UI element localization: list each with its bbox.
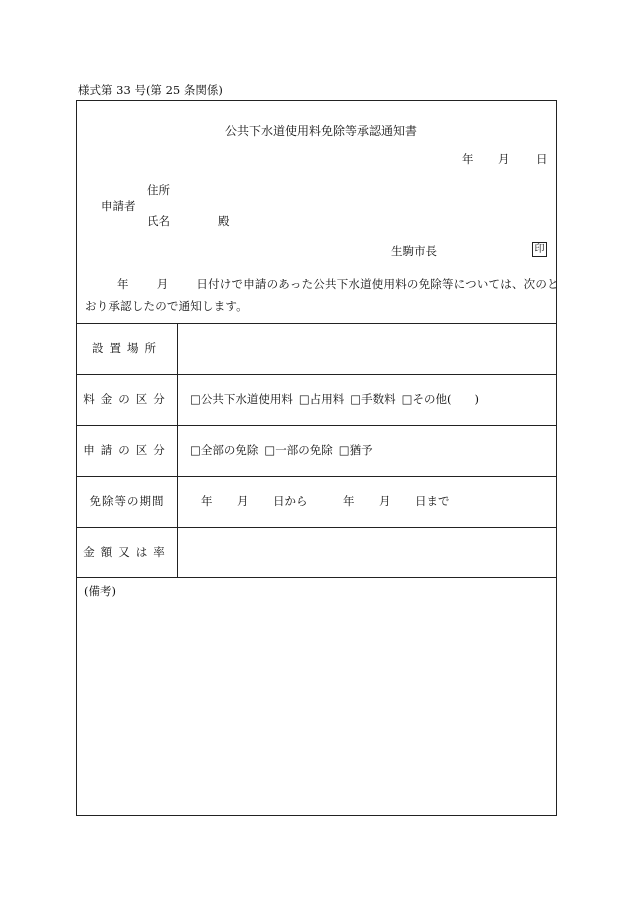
period-label: 免除等の期間 — [89, 494, 165, 508]
period-from-day: 日から — [273, 494, 308, 508]
application-category-label: 申請の区分 — [83, 443, 171, 457]
period-to-month: 月 — [379, 494, 391, 508]
applicant-label: 申請者 — [101, 199, 136, 213]
fee-option-occupancy[interactable]: □占用料 — [298, 392, 345, 406]
remarks-label: (備考) — [84, 584, 116, 598]
fee-option-other[interactable]: □その他( ) — [401, 392, 479, 406]
row-divider — [77, 476, 556, 477]
date-day-label: 日 — [536, 152, 548, 166]
period-to-year: 年 — [343, 494, 355, 508]
row-divider — [77, 374, 556, 375]
address-label: 住所 — [147, 183, 170, 197]
honorific: 殿 — [218, 214, 230, 228]
row-divider — [77, 527, 556, 528]
application-option-partial-exemption[interactable]: □一部の免除 — [264, 443, 333, 457]
location-label: 設置場所 — [92, 341, 162, 355]
period-from-month: 月 — [237, 494, 249, 508]
row-divider — [77, 425, 556, 426]
application-category-options — [190, 445, 379, 457]
fee-category-label: 料金の区分 — [83, 392, 171, 406]
body-year: 年 — [117, 277, 129, 291]
application-option-full-exemption[interactable]: □全部の免除 — [190, 443, 259, 457]
fee-option-sewer-usage[interactable]: □公共下水道使用料 — [190, 392, 293, 406]
table-bottom-divider — [77, 577, 556, 578]
table-top-divider — [77, 323, 556, 324]
notice-form — [76, 100, 557, 816]
amount-label: 金額又は率 — [83, 545, 171, 559]
form-number: 様式第 33 号(第 25 条関係) — [78, 83, 223, 97]
notice-body-line-2: おり承認したので通知します。 — [85, 299, 248, 313]
notice-body-line-1 — [117, 279, 559, 291]
name-label: 氏名 — [147, 214, 170, 228]
date-month-label: 月 — [498, 152, 510, 166]
application-option-deferral[interactable]: □猶予 — [338, 443, 373, 457]
fee-category-options — [190, 394, 485, 406]
period-to-day: 日まで — [415, 494, 450, 508]
mayor-title: 生駒市長 — [391, 244, 437, 258]
seal-mark: 印 — [532, 242, 547, 257]
period-value — [201, 496, 450, 508]
body-text: 日付けで申請のあった公共下水道使用料の免除等については、次のと — [196, 277, 559, 291]
fee-option-handling[interactable]: □手数料 — [350, 392, 396, 406]
date-year-label: 年 — [462, 152, 474, 166]
form-title: 公共下水道使用料免除等承認通知書 — [225, 124, 418, 138]
body-month: 月 — [156, 277, 169, 291]
period-from-year: 年 — [201, 494, 213, 508]
column-divider — [177, 323, 178, 577]
